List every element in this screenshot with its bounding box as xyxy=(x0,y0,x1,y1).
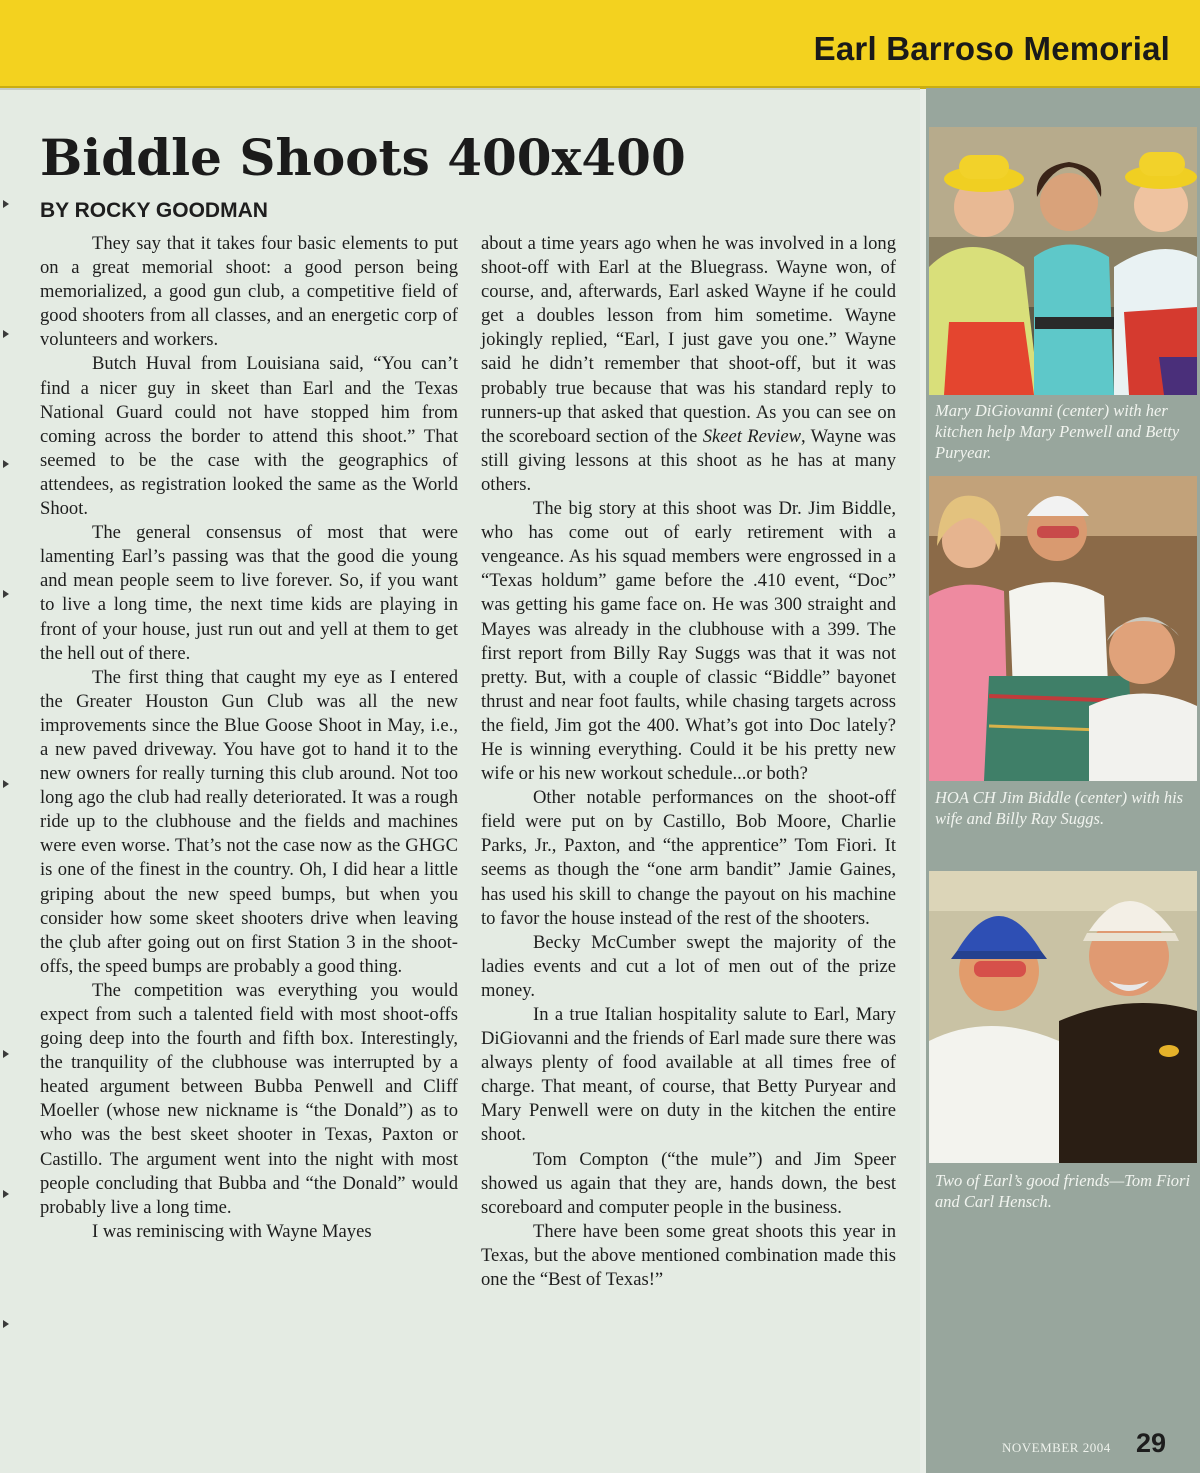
page-number: 29 xyxy=(1136,1428,1167,1458)
paragraph: The first thing that caught my eye as I entered the Greater Houston Gun Club was all the new improvements since the Blue Goose Shoot in May, i.e., a new paved driveway. You have got to hand it to the new owners for really turning this club around. Not too long ago the club had really deteriorated. It was a rough ride up to the clubhouse and the fields and machines were even worse. That’s not the case now as the GHGC is one of the finest in the country. Oh, I did hear a little griping about the new speed bumps, but when you consider how some skeet shooters drive when leaving the çlub after going out on first Station 3 in the shoot-offs, the speed bumps are probably a good thing. xyxy=(40,666,458,977)
photo-caption: Two of Earl’s good friends—Tom Fiori and Carl Hensch. xyxy=(935,1171,1191,1211)
paragraph: Becky McCumber swept the majority of the ladies events and cut a lot of men out of the prize money. xyxy=(481,931,896,1001)
paragraph-text: about a time years ago when he was involved in a long shoot-off with Earl at the Bluegrass. Wayne won, of course, and, afterwards, Earl asked Wayne if he could get a doubles lesson from him sometime. Wayne jokingly replied, “Earl, I just gave you one.” Wayne said he didn’t remember that shoot-off, but it was probably true because that was his standard reply to runners-up that asked that question. As you can see on the scoreboard section of the xyxy=(481,233,896,447)
paragraph: There have been some great shoots this year in Texas, but the above mentioned combination made this one the “Best of Texas!” xyxy=(481,1220,896,1291)
article-column-1 xyxy=(40,232,458,1244)
article-headline: Biddle Shoots 400x400 xyxy=(40,128,686,187)
photo-fiori-hensch xyxy=(929,871,1197,1163)
paragraph: Butch Huval from Louisiana said, “You can’t find a nicer guy in skeet than Earl and the Texas National Guard could not have stopped him from coming across the border to attend this shoot.” That seemed to be the case with the geographics of attendees, as registration looked the same as the World Shoot. xyxy=(40,353,458,520)
photo-caption: HOA CH Jim Biddle (center) with his wife and Billy Ray Suggs. xyxy=(935,788,1184,828)
panel-divider xyxy=(0,88,920,90)
paragraph: I was reminiscing with Wayne Mayes xyxy=(92,1220,372,1242)
paragraph-continued xyxy=(481,232,896,497)
paragraph: The general consensus of most that were lamenting Earl’s passing was that the good die young and mean people seem to live forever. So, if you want to live a long time, the next time kids are playing in front of your house, just run out and yell at them to get the hell out of there. xyxy=(40,522,458,664)
paragraph-text: , Wayne was still giving lessons at this shoot as he has at many others. xyxy=(481,425,897,495)
paragraph: The competition was everything you would expect from such a talented field with most shoot-offs going deep into the fourth and fifth box. Interestingly, the tranquility of the clubhouse was interrupted by a heated argument between Bubba Penwell and Cliff Moeller (whose new nickname is “the Donald”) as to who was the best skeet shooter in Texas, Paxton or Castillo. The argument went into the night with most people concluding that Bubba and “the Donald” would probably live a long time. xyxy=(40,979,458,1218)
issue-date: NOVEMBER 2004 xyxy=(1002,1440,1111,1455)
photo-biddle xyxy=(929,476,1197,781)
paragraph: Other notable performances on the shoot-off field were put on by Castillo, Bob Moore, Charlie Parks, Jr., Paxton, and “the apprentice” Tom Fiori. It seems as though the “one arm bandit” Jamie Gaines, has used his skill to change the payout on his machine to favor the house instead of the rest of the shooters. xyxy=(481,787,896,929)
paragraph: Tom Compton (“the mule”) and Jim Speer showed us again that they are, hands down, the best scoreboard and computer people in the business. xyxy=(481,1148,896,1218)
article-column-2 xyxy=(481,232,896,1292)
article-byline: BY ROCKY GOODMAN xyxy=(40,199,268,222)
photo-caption: Mary DiGiovanni (center) with her kitchen help Mary Penwell and Betty Puryear. xyxy=(935,401,1180,462)
paragraph: They say that it takes four basic elements to put on a great memorial shoot: a good person being memorialized, a good gun club, a competitive field of good shooters from all classes, and an energetic corp of volunteers and workers. xyxy=(40,233,458,351)
paragraph: In a true Italian hospitality salute to Earl, Mary DiGiovanni and the friends of Earl made sure there was always plenty of food available at all times free of charge. That meant, of course, that Betty Puryear and Mary Penwell were on duty in the kitchen the entire shoot. xyxy=(481,1004,896,1146)
publication-title: Skeet Review xyxy=(702,425,801,447)
binding-marks xyxy=(0,180,14,1380)
paragraph: The big story at this shoot was Dr. Jim Biddle, who has come out of early retirement with a vengeance. As his squad members were engrossed in a “Texas holdum” game before the .410 event, “Doc” was getting his game face on. He was 300 straight and Mayes was already in the clubhouse with a 399. The first report from Billy Ray Suggs was that it was not pretty. But, with a couple of classic “Biddle” bayonet thrust and near foot faults, while chasing targets across the field, Jim got the 400. What’s got into Doc lately? He is winning everything. Could it be his pretty new wife or his new workout schedule...or both? xyxy=(481,498,896,785)
photo-kitchen-help xyxy=(929,127,1197,395)
section-title: Earl Barroso Memorial xyxy=(813,30,1170,67)
